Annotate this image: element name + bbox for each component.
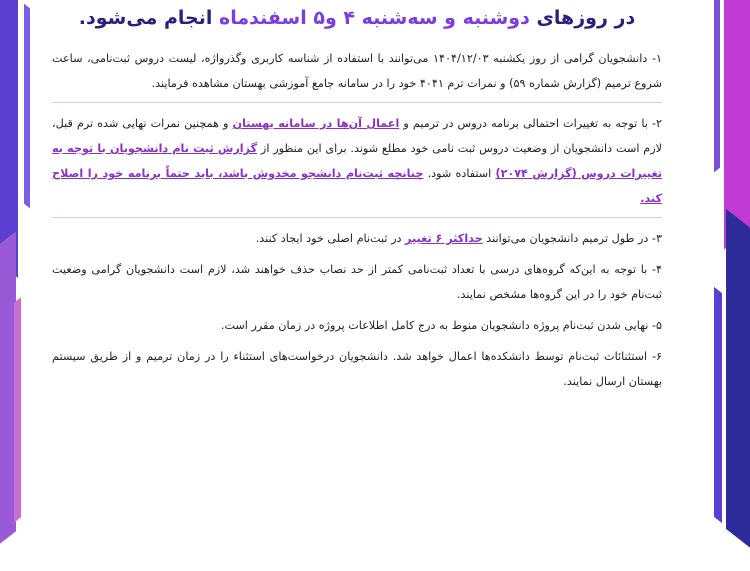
decor-stripe-left-thin-bottom bbox=[14, 297, 21, 522]
item-4: ۴- با توجه به این‌که گروه‌های درسی با تعداد ثبت‌نامی کمتر از حد نصاب حذف خواهند شد، لازم است دانشجویان گرامی وضعیت ثبت‌نام خود را در این گروه‌ها مشخص نمایند. bbox=[52, 263, 662, 301]
item-2-highlight-3: چنانچه ثبت‌نام دانشجو مخدوش باشد، باید حتماً برنامه خود را اصلاح کند. bbox=[52, 167, 662, 205]
announcement-body bbox=[52, 0, 662, 500]
item-6: ۶- استثنائات ثبت‌نام توسط دانشکده‌ها اعمال خواهد شد. دانشجویان درخواست‌های استثناء را در زمان ترمیم و از طریق سیستم بهستان ارسال نمایند. bbox=[52, 350, 662, 388]
decor-stripe-right-bottom bbox=[726, 209, 750, 571]
divider bbox=[52, 217, 662, 218]
item-2 bbox=[52, 111, 662, 211]
item-5: ۵- نهایی شدن ثبت‌نام پروژه دانشجویان منوط به درج کامل اطلاعات پروژه در زمان مقرر است. bbox=[220, 319, 662, 332]
divider bbox=[52, 102, 662, 103]
title-prefix: در روزهای bbox=[536, 7, 636, 29]
item-1: ۱- دانشجویان گرامی از روز یکشنبه ۱۴۰۴/۱۲/۰۳ می‌توانند با استفاده از شناسه کاربری وگذرواژه، لیست دروس ثبت‌نامی، ساعت شروع ترمیم (گزارش شماره ۵۹) و نمرات ترم ۴۰۴۱ خود را در سامانه جامع آموزشی بهستان مشاهده فرمایند. bbox=[52, 52, 662, 90]
item-2-part1: ۲- با توجه به تغییرات احتمالی برنامه دروس در ترمیم و bbox=[403, 117, 662, 130]
item-3-part2: در ثبت‌نام اصلی خود ایجاد کنند. bbox=[255, 232, 402, 245]
item-2-part2: و همچنین نمرات نهایی شده ترم قبل، لازم است دانشجویان از وضعیت دروس ثبت نامی خود مطلع شوند. برای این منظور از bbox=[52, 117, 662, 155]
title-suffix: انجام می‌شود. bbox=[78, 7, 213, 29]
decor-stripe-right-thin bbox=[714, 0, 720, 172]
item-3 bbox=[52, 226, 662, 251]
decor-stripe-left-thin bbox=[24, 4, 30, 209]
title-days: دوشنبه و سه‌شنبه ۴ و۵ اسفندماه bbox=[219, 7, 530, 29]
item-3-part1: ۳- در طول ترمیم دانشجویان می‌توانند bbox=[486, 232, 662, 245]
page-title bbox=[52, 4, 662, 32]
item-2-highlight-1: اعمال آن‌ها در سامانه بهستان bbox=[232, 117, 400, 130]
item-2-highlight-2: گزارش ثبت نام دانشجویان با توجه به تغییرات دروس (گزارش ۲۰۷۴) bbox=[52, 142, 662, 180]
item-2-part3: استفاده شود. bbox=[427, 167, 492, 180]
item-3-highlight: حداکثر ۶ تغییر bbox=[405, 232, 483, 245]
decor-stripe-right-thin-bottom bbox=[714, 287, 722, 523]
